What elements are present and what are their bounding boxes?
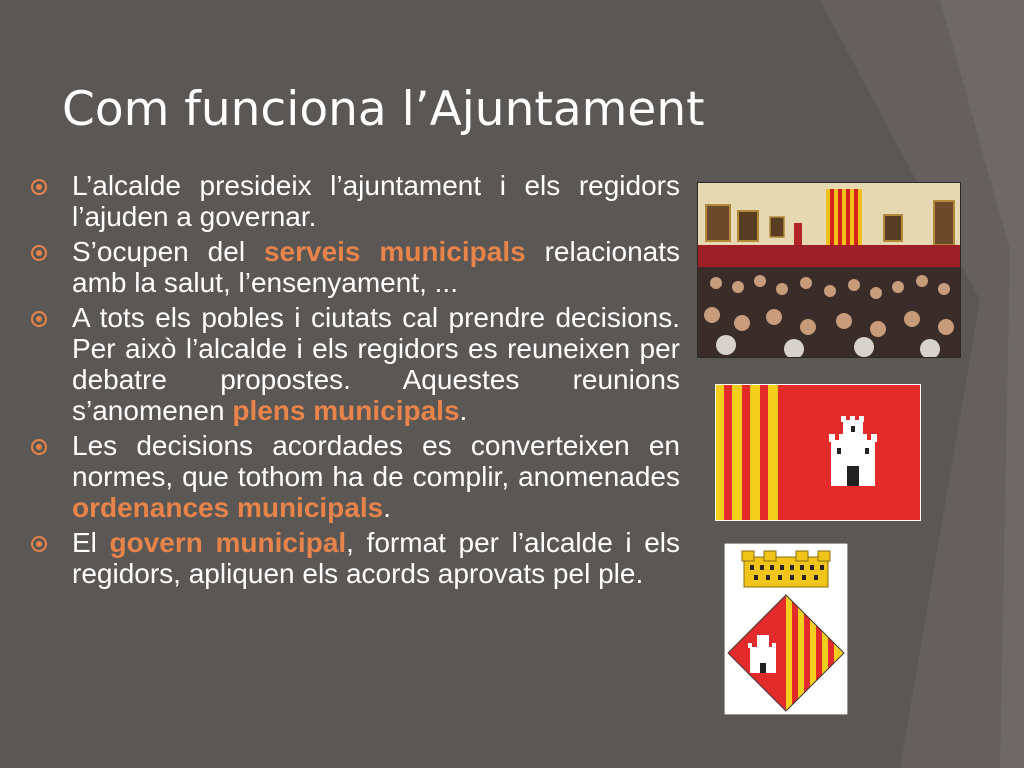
bullet-target-icon <box>30 244 48 262</box>
coat-of-arms <box>724 543 848 715</box>
bullet-item <box>24 430 680 523</box>
bullet-text <box>72 302 680 426</box>
highlighted-term: serveis municipals <box>263 236 526 267</box>
slide-title: Com funciona l’Ajuntament <box>62 82 705 137</box>
bullet-target-icon <box>30 535 48 553</box>
municipal-flag <box>715 384 921 521</box>
bullet-text <box>72 527 680 589</box>
text-segment: . <box>459 395 468 426</box>
text-segment: L’alcalde presideix l’ajuntament i els regidors l’ajuden a governar. <box>72 170 680 232</box>
highlighted-term: ordenances municipals <box>72 492 384 523</box>
text-segment: S’ocupen del <box>72 236 264 267</box>
text-segment: El <box>72 527 110 558</box>
text-segment: Les decisions acordades es converteixen en normes, que tothom ha de complir, anomenades <box>72 430 680 492</box>
highlighted-term: plens municipals <box>232 395 460 426</box>
highlighted-term: govern municipal <box>109 527 347 558</box>
bullet-item <box>24 170 680 232</box>
bullet-target-icon <box>30 438 48 456</box>
bullet-text <box>72 236 680 298</box>
bullet-item <box>24 236 680 298</box>
bullet-text <box>72 430 680 523</box>
text-segment: relacionats amb la salut, l’ensenyament, ... <box>72 236 681 298</box>
bullet-target-icon <box>30 310 48 328</box>
bullet-item <box>24 302 680 426</box>
text-segment: A tots els pobles i ciutats cal prendre decisions. Per això l’alcalde i els regidors es reuneixen per debatre propostes. Aquestes reunions s’anomenen <box>72 302 680 426</box>
council-meeting-photo <box>697 182 961 358</box>
bullet-item <box>24 527 680 589</box>
bullet-text <box>72 170 680 232</box>
bullet-target-icon <box>30 178 48 196</box>
text-segment: , format per l’alcalde i els regidors, apliquen els acords aprovats pel ple. <box>72 527 680 589</box>
text-segment: . <box>383 492 391 523</box>
bullet-list <box>24 170 680 593</box>
